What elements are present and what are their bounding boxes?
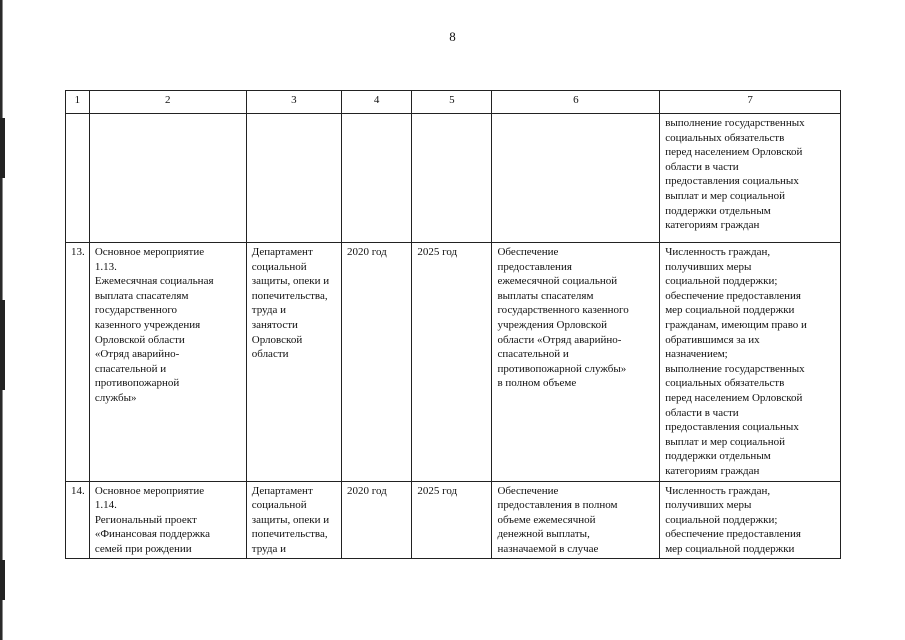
table-cell bbox=[412, 114, 492, 243]
expected-result-cell: Обеспечение предоставления ежемесячной социальной выплаты спасателям государственного казенного учреждения Орловской области «Отряд аварийно- спасательной и противопожарной службы» в полном объеме bbox=[492, 243, 660, 482]
program-activities-table bbox=[65, 90, 841, 559]
end-year-cell: 2025 год bbox=[412, 481, 492, 559]
column-header: 1 bbox=[66, 91, 90, 114]
scan-mark bbox=[0, 118, 5, 178]
column-header: 4 bbox=[342, 91, 412, 114]
end-year-cell: 2025 год bbox=[412, 243, 492, 482]
indicators-cell: Численность граждан, получивших меры социальной поддержки; обеспечение предоставления мер социальной поддержки bbox=[660, 481, 841, 559]
table-row-continuation bbox=[66, 114, 841, 243]
row-number: 13. bbox=[66, 243, 90, 482]
executor-cell: Департамент социальной защиты, опеки и попечительства, труда и занятости Орловской области bbox=[246, 243, 341, 482]
row-number: 14. bbox=[66, 481, 90, 559]
executor-cell: Департамент социальной защиты, опеки и попечительства, труда и bbox=[246, 481, 341, 559]
table-row bbox=[66, 243, 841, 482]
table-row bbox=[66, 481, 841, 559]
indicators-cell: выполнение государственных социальных обязательств перед населением Орловской области в части предоставления социальных выплат и мер социальной поддержки отдельным категориям граждан bbox=[660, 114, 841, 243]
table-cell bbox=[246, 114, 341, 243]
scan-mark bbox=[0, 560, 5, 600]
page-number: 8 bbox=[449, 29, 456, 44]
table-cell bbox=[89, 114, 246, 243]
column-header: 5 bbox=[412, 91, 492, 114]
indicators-cell: Численность граждан, получивших меры социальной поддержки; обеспечение предоставления мер социальной поддержки гражданам, имеющим право и обратившимся за их назначением; выполнение государственных социальных обязательств перед населением Орловской области в части предоставления социальных выплат и мер социальной поддержки отдельным категориям граждан bbox=[660, 243, 841, 482]
table-header-row bbox=[66, 91, 841, 114]
expected-result-cell: Обеспечение предоставления в полном объеме ежемесячной денежной выплаты, назначаемой в случае bbox=[492, 481, 660, 559]
scan-mark bbox=[0, 300, 5, 390]
table-cell bbox=[66, 114, 90, 243]
column-header: 6 bbox=[492, 91, 660, 114]
column-header: 2 bbox=[89, 91, 246, 114]
table-cell bbox=[342, 114, 412, 243]
start-year-cell: 2020 год bbox=[342, 243, 412, 482]
column-header: 7 bbox=[660, 91, 841, 114]
table-cell bbox=[492, 114, 660, 243]
column-header: 3 bbox=[246, 91, 341, 114]
start-year-cell: 2020 год bbox=[342, 481, 412, 559]
activity-name-cell: Основное мероприятие 1.14. Региональный проект «Финансовая поддержка семей при рождении bbox=[89, 481, 246, 559]
activity-name-cell: Основное мероприятие 1.13. Ежемесячная социальная выплата спасателям государственного казенного учреждения Орловской области «Отряд аварийно- спасательной и противопожарной службы» bbox=[89, 243, 246, 482]
